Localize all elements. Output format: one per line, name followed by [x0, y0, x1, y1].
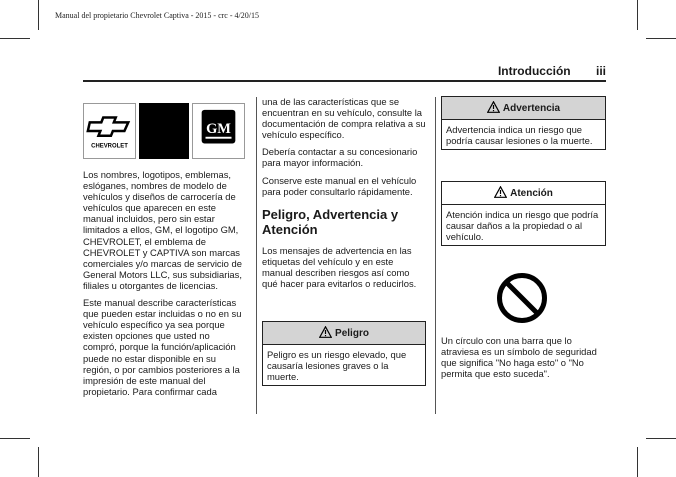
warning-box-header — [442, 97, 605, 120]
danger-box — [262, 321, 426, 386]
paragraph: Debería contactar a su concesionario para mayor información. — [262, 146, 418, 169]
danger-title: Peligro — [335, 328, 369, 339]
column-2 — [262, 96, 426, 295]
crop-mark — [637, 0, 638, 30]
trademark-paragraph: Los nombres, logotipos, emblemas, eslóganes, nombres de modelo de vehículos y diseños de carrocería de vehículos que aparecen en este manual incluidos, pero sin estar limitados a ellos, GM, el logotipo GM, CHEVROLET, el emblema de CHEVROLET y CAPTIVA son marcas comerciales y/o marcas de servicio de General Motors LLC, sus subsidiarias, filiales u otorgantes de licencias. — [83, 169, 242, 291]
danger-box-header — [263, 322, 425, 345]
prohibition-icon — [496, 272, 548, 324]
section-name: Introducción — [497, 64, 571, 78]
warning-title: Advertencia — [502, 103, 561, 114]
column-divider — [435, 97, 436, 414]
black-logo-panel — [139, 103, 189, 159]
svg-text:GM: GM — [206, 120, 231, 137]
gm-emblem-icon — [193, 104, 244, 158]
danger-text: Peligro es un riesgo elevado, que causaría lesiones graves o la muerte. — [267, 349, 407, 383]
page-header — [498, 64, 606, 78]
caution-box-header — [442, 182, 605, 205]
features-paragraph: Este manual describe características que pueden estar incluidas o no en su vehículo específico ya sea porque existen opciones que usted no compró, porque la función/aplicación puede no estar disponible en su región, o por cambios posteriores a la impresión de este manual del propietario. Para confirmar cada — [83, 297, 242, 397]
header-rule — [83, 80, 606, 82]
crop-mark — [646, 38, 676, 39]
paragraph: una de las características que se encuentran en su vehículo, consulte la documentación de compra relativa a su vehículo específico. — [262, 96, 426, 141]
chevrolet-bowtie-icon — [84, 104, 135, 158]
column-divider — [256, 97, 257, 414]
crop-mark — [0, 438, 30, 439]
warning-box — [441, 96, 606, 150]
caution-title: Atención — [510, 188, 553, 199]
caution-box — [441, 181, 606, 246]
page-number: iii — [595, 64, 606, 78]
crop-mark — [38, 0, 39, 30]
crop-mark — [646, 438, 676, 439]
document-info: Manual del propietario Chevrolet Captiva - 2015 - crc - 4/20/15 — [55, 11, 259, 20]
warning-text: Advertencia indica un riesgo que podría causar lesiones o la muerte. — [446, 124, 593, 147]
brand-logos — [83, 103, 245, 159]
section-title: Peligro, Advertencia y Atención — [262, 206, 399, 237]
gm-logo — [192, 103, 245, 159]
crop-mark — [38, 447, 39, 477]
chevrolet-logo — [83, 103, 136, 159]
svg-text:CHEVROLET: CHEVROLET — [91, 143, 128, 150]
symbol-description: Un círculo con una barra que lo atraviesa es un símbolo de seguridad que significa "No haga esto" o "No permita que esto suceda". — [441, 335, 597, 380]
column-1 — [83, 169, 245, 403]
caution-text: Atención indica un riesgo que podría causar daños a la propiedad o al vehículo. — [446, 209, 599, 243]
paragraph: Conserve este manual en el vehículo para poder consultarlo rápidamente. — [262, 174, 417, 197]
paragraph: Los mensajes de advertencia en las etiquetas del vehículo y en este manual describen riesgos así como qué hacer para evitarlos o reducirlos. — [262, 244, 417, 290]
warning-triangle-icon — [319, 326, 332, 338]
warning-triangle-icon — [494, 186, 507, 198]
warning-triangle-icon — [487, 101, 500, 113]
column-3-text — [441, 335, 606, 385]
crop-mark — [637, 447, 638, 477]
crop-mark — [0, 38, 30, 39]
